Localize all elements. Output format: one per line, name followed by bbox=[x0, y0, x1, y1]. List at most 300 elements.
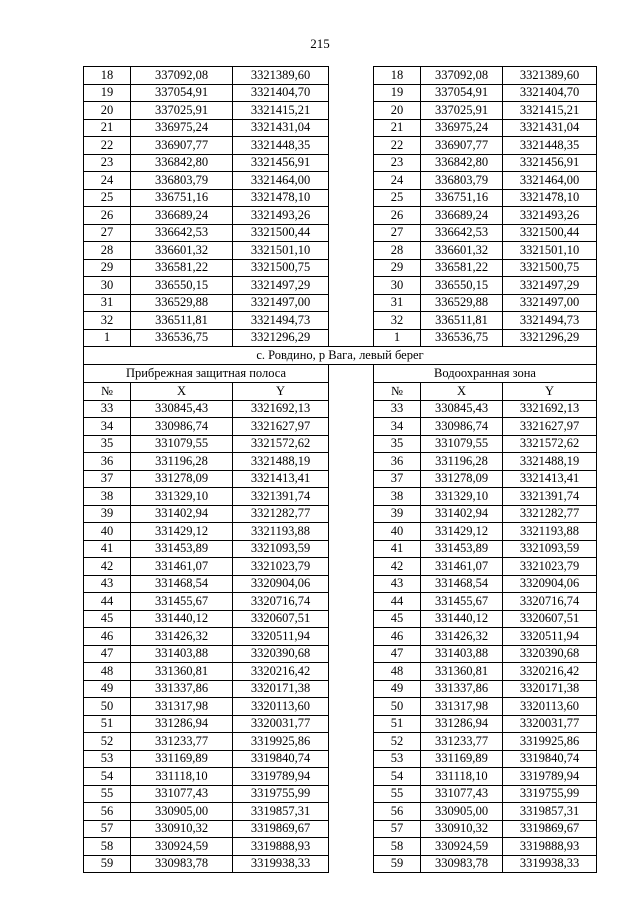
left-x-coordinate: 330910,32 bbox=[131, 820, 233, 838]
table-row bbox=[84, 820, 597, 838]
right-x-coordinate: 331468,54 bbox=[421, 575, 503, 593]
left-y-coordinate: 3319888,93 bbox=[233, 838, 329, 856]
right-x-coordinate: 336642,53 bbox=[421, 224, 503, 242]
table-row bbox=[84, 610, 597, 628]
table-section-header bbox=[84, 347, 597, 401]
left-point-number: 47 bbox=[84, 645, 131, 663]
right-point-number: 57 bbox=[374, 820, 421, 838]
coordinates-table bbox=[83, 66, 597, 873]
right-x-coordinate: 331402,94 bbox=[421, 505, 503, 523]
right-y-coordinate: 3321493,26 bbox=[503, 207, 597, 225]
right-x-coordinate: 330910,32 bbox=[421, 820, 503, 838]
right-y-coordinate: 3320171,38 bbox=[503, 680, 597, 698]
column-gap bbox=[329, 435, 374, 453]
left-point-number: 22 bbox=[84, 137, 131, 155]
left-x-coordinate: 330845,43 bbox=[131, 400, 233, 418]
table-row bbox=[84, 768, 597, 786]
table-row bbox=[84, 715, 597, 733]
right-x-coordinate: 336689,24 bbox=[421, 207, 503, 225]
right-point-number: 45 bbox=[374, 610, 421, 628]
right-x-coordinate: 337025,91 bbox=[421, 102, 503, 120]
left-x-coordinate: 331426,32 bbox=[131, 628, 233, 646]
left-point-number: 26 bbox=[84, 207, 131, 225]
header-x-right: X bbox=[421, 383, 503, 401]
right-point-number: 24 bbox=[374, 172, 421, 190]
left-x-coordinate: 336536,75 bbox=[131, 329, 233, 347]
table-row bbox=[84, 680, 597, 698]
left-x-coordinate: 331077,43 bbox=[131, 785, 233, 803]
left-x-coordinate: 336511,81 bbox=[131, 312, 233, 330]
right-x-coordinate: 331453,89 bbox=[421, 540, 503, 558]
left-point-number: 51 bbox=[84, 715, 131, 733]
right-point-number: 44 bbox=[374, 593, 421, 611]
left-point-number: 57 bbox=[84, 820, 131, 838]
right-x-coordinate: 336581,22 bbox=[421, 259, 503, 277]
column-gap bbox=[329, 294, 374, 312]
left-x-coordinate: 331403,88 bbox=[131, 645, 233, 663]
left-x-coordinate: 330905,00 bbox=[131, 803, 233, 821]
left-section-title: Прибрежная защитная полоса bbox=[84, 365, 329, 383]
right-y-coordinate: 3320113,60 bbox=[503, 698, 597, 716]
column-gap bbox=[329, 680, 374, 698]
right-section-title: Водоохранная зона bbox=[374, 365, 597, 383]
left-x-coordinate: 331317,98 bbox=[131, 698, 233, 716]
right-x-coordinate: 336975,24 bbox=[421, 119, 503, 137]
right-x-coordinate: 331118,10 bbox=[421, 768, 503, 786]
right-point-number: 55 bbox=[374, 785, 421, 803]
right-x-coordinate: 336907,77 bbox=[421, 137, 503, 155]
left-point-number: 55 bbox=[84, 785, 131, 803]
column-gap bbox=[329, 453, 374, 471]
left-point-number: 34 bbox=[84, 418, 131, 436]
table-row bbox=[84, 785, 597, 803]
table-row bbox=[84, 838, 597, 856]
table-row bbox=[84, 102, 597, 120]
column-gap bbox=[329, 523, 374, 541]
left-y-coordinate: 3321296,29 bbox=[233, 329, 329, 347]
column-gap bbox=[329, 277, 374, 295]
right-x-coordinate: 331429,12 bbox=[421, 523, 503, 541]
right-point-number: 54 bbox=[374, 768, 421, 786]
right-x-coordinate: 331461,07 bbox=[421, 558, 503, 576]
column-gap bbox=[329, 663, 374, 681]
right-y-coordinate: 3321497,29 bbox=[503, 277, 597, 295]
table-row bbox=[84, 418, 597, 436]
column-gap bbox=[329, 540, 374, 558]
right-x-coordinate: 331077,43 bbox=[421, 785, 503, 803]
left-x-coordinate: 331468,54 bbox=[131, 575, 233, 593]
left-x-coordinate: 331440,12 bbox=[131, 610, 233, 628]
right-y-coordinate: 3320716,74 bbox=[503, 593, 597, 611]
left-x-coordinate: 331337,86 bbox=[131, 680, 233, 698]
left-x-coordinate: 336975,24 bbox=[131, 119, 233, 137]
right-point-number: 39 bbox=[374, 505, 421, 523]
left-y-coordinate: 3321389,60 bbox=[233, 67, 329, 85]
table-row bbox=[84, 540, 597, 558]
right-point-number: 28 bbox=[374, 242, 421, 260]
left-x-coordinate: 331429,12 bbox=[131, 523, 233, 541]
column-gap bbox=[329, 189, 374, 207]
right-x-coordinate: 336751,16 bbox=[421, 189, 503, 207]
left-point-number: 58 bbox=[84, 838, 131, 856]
left-y-coordinate: 3319925,86 bbox=[233, 733, 329, 751]
left-point-number: 1 bbox=[84, 329, 131, 347]
table-row bbox=[84, 470, 597, 488]
right-point-number: 38 bbox=[374, 488, 421, 506]
table-body-bottom bbox=[84, 400, 597, 873]
right-x-coordinate: 336536,75 bbox=[421, 329, 503, 347]
table-row bbox=[84, 189, 597, 207]
table-row bbox=[84, 172, 597, 190]
right-x-coordinate: 336511,81 bbox=[421, 312, 503, 330]
right-x-coordinate: 330905,00 bbox=[421, 803, 503, 821]
table-row bbox=[84, 400, 597, 418]
left-y-coordinate: 3319938,33 bbox=[233, 855, 329, 873]
right-point-number: 25 bbox=[374, 189, 421, 207]
right-x-coordinate: 331440,12 bbox=[421, 610, 503, 628]
right-y-coordinate: 3321501,10 bbox=[503, 242, 597, 260]
right-point-number: 47 bbox=[374, 645, 421, 663]
left-y-coordinate: 3320171,38 bbox=[233, 680, 329, 698]
right-x-coordinate: 331329,10 bbox=[421, 488, 503, 506]
left-y-coordinate: 3321093,59 bbox=[233, 540, 329, 558]
table-row bbox=[84, 558, 597, 576]
left-y-coordinate: 3320904,06 bbox=[233, 575, 329, 593]
right-point-number: 26 bbox=[374, 207, 421, 225]
right-x-coordinate: 337054,91 bbox=[421, 84, 503, 102]
left-point-number: 56 bbox=[84, 803, 131, 821]
left-point-number: 45 bbox=[84, 610, 131, 628]
left-point-number: 54 bbox=[84, 768, 131, 786]
left-x-coordinate: 336689,24 bbox=[131, 207, 233, 225]
column-gap bbox=[329, 593, 374, 611]
table-row bbox=[84, 453, 597, 471]
right-y-coordinate: 3319888,93 bbox=[503, 838, 597, 856]
right-x-coordinate: 331403,88 bbox=[421, 645, 503, 663]
column-gap bbox=[329, 750, 374, 768]
right-y-coordinate: 3319925,86 bbox=[503, 733, 597, 751]
table-row bbox=[84, 329, 597, 347]
right-point-number: 18 bbox=[374, 67, 421, 85]
left-x-coordinate: 330924,59 bbox=[131, 838, 233, 856]
left-y-coordinate: 3321456,91 bbox=[233, 154, 329, 172]
right-y-coordinate: 3321500,75 bbox=[503, 259, 597, 277]
right-point-number: 31 bbox=[374, 294, 421, 312]
right-x-coordinate: 331455,67 bbox=[421, 593, 503, 611]
right-point-number: 23 bbox=[374, 154, 421, 172]
right-y-coordinate: 3319857,31 bbox=[503, 803, 597, 821]
table-row bbox=[84, 84, 597, 102]
column-gap bbox=[329, 733, 374, 751]
column-gap bbox=[329, 154, 374, 172]
right-y-coordinate: 3319755,99 bbox=[503, 785, 597, 803]
right-x-coordinate: 330924,59 bbox=[421, 838, 503, 856]
left-y-coordinate: 3320607,51 bbox=[233, 610, 329, 628]
left-point-number: 19 bbox=[84, 84, 131, 102]
left-x-coordinate: 330986,74 bbox=[131, 418, 233, 436]
right-y-coordinate: 3321488,19 bbox=[503, 453, 597, 471]
right-point-number: 42 bbox=[374, 558, 421, 576]
left-point-number: 44 bbox=[84, 593, 131, 611]
left-point-number: 46 bbox=[84, 628, 131, 646]
column-gap bbox=[329, 383, 374, 401]
left-x-coordinate: 331453,89 bbox=[131, 540, 233, 558]
right-y-coordinate: 3321692,13 bbox=[503, 400, 597, 418]
column-gap bbox=[329, 610, 374, 628]
table-row bbox=[84, 575, 597, 593]
column-gap bbox=[329, 329, 374, 347]
left-y-coordinate: 3320031,77 bbox=[233, 715, 329, 733]
table-row bbox=[84, 242, 597, 260]
right-point-number: 51 bbox=[374, 715, 421, 733]
right-x-coordinate: 331079,55 bbox=[421, 435, 503, 453]
right-point-number: 46 bbox=[374, 628, 421, 646]
left-y-coordinate: 3321193,88 bbox=[233, 523, 329, 541]
right-y-coordinate: 3321296,29 bbox=[503, 329, 597, 347]
column-gap bbox=[329, 400, 374, 418]
left-x-coordinate: 331118,10 bbox=[131, 768, 233, 786]
right-point-number: 35 bbox=[374, 435, 421, 453]
left-point-number: 27 bbox=[84, 224, 131, 242]
left-y-coordinate: 3321572,62 bbox=[233, 435, 329, 453]
table-body-top bbox=[84, 67, 597, 347]
right-x-coordinate: 331426,32 bbox=[421, 628, 503, 646]
left-y-coordinate: 3321478,10 bbox=[233, 189, 329, 207]
left-y-coordinate: 3321497,29 bbox=[233, 277, 329, 295]
left-y-coordinate: 3319789,94 bbox=[233, 768, 329, 786]
header-x-left: X bbox=[131, 383, 233, 401]
table-row bbox=[84, 750, 597, 768]
left-x-coordinate: 337025,91 bbox=[131, 102, 233, 120]
left-point-number: 43 bbox=[84, 575, 131, 593]
left-x-coordinate: 337054,91 bbox=[131, 84, 233, 102]
left-x-coordinate: 336581,22 bbox=[131, 259, 233, 277]
right-point-number: 1 bbox=[374, 329, 421, 347]
left-y-coordinate: 3319857,31 bbox=[233, 803, 329, 821]
right-point-number: 19 bbox=[374, 84, 421, 102]
column-gap bbox=[329, 365, 374, 383]
table-row bbox=[84, 224, 597, 242]
right-y-coordinate: 3321497,00 bbox=[503, 294, 597, 312]
right-point-number: 58 bbox=[374, 838, 421, 856]
left-y-coordinate: 3319840,74 bbox=[233, 750, 329, 768]
left-x-coordinate: 336642,53 bbox=[131, 224, 233, 242]
column-gap bbox=[329, 803, 374, 821]
left-point-number: 24 bbox=[84, 172, 131, 190]
left-y-coordinate: 3321501,10 bbox=[233, 242, 329, 260]
left-y-coordinate: 3320113,60 bbox=[233, 698, 329, 716]
right-point-number: 56 bbox=[374, 803, 421, 821]
right-point-number: 49 bbox=[374, 680, 421, 698]
table-row bbox=[84, 259, 597, 277]
right-x-coordinate: 336842,80 bbox=[421, 154, 503, 172]
left-x-coordinate: 336529,88 bbox=[131, 294, 233, 312]
right-x-coordinate: 331286,94 bbox=[421, 715, 503, 733]
left-x-coordinate: 331455,67 bbox=[131, 593, 233, 611]
right-point-number: 40 bbox=[374, 523, 421, 541]
column-gap bbox=[329, 820, 374, 838]
column-gap bbox=[329, 575, 374, 593]
right-x-coordinate: 331169,89 bbox=[421, 750, 503, 768]
right-y-coordinate: 3319938,33 bbox=[503, 855, 597, 873]
table-row bbox=[84, 488, 597, 506]
table-row bbox=[84, 523, 597, 541]
table-row bbox=[84, 628, 597, 646]
left-point-number: 52 bbox=[84, 733, 131, 751]
right-y-coordinate: 3320904,06 bbox=[503, 575, 597, 593]
column-gap bbox=[329, 628, 374, 646]
table-row bbox=[84, 119, 597, 137]
table-row bbox=[84, 698, 597, 716]
right-point-number: 59 bbox=[374, 855, 421, 873]
left-point-number: 20 bbox=[84, 102, 131, 120]
right-x-coordinate: 331360,81 bbox=[421, 663, 503, 681]
left-y-coordinate: 3321023,79 bbox=[233, 558, 329, 576]
right-y-coordinate: 3321627,97 bbox=[503, 418, 597, 436]
left-y-coordinate: 3321282,77 bbox=[233, 505, 329, 523]
left-point-number: 59 bbox=[84, 855, 131, 873]
right-point-number: 37 bbox=[374, 470, 421, 488]
right-y-coordinate: 3321093,59 bbox=[503, 540, 597, 558]
table-row bbox=[84, 207, 597, 225]
right-y-coordinate: 3321193,88 bbox=[503, 523, 597, 541]
left-x-coordinate: 336751,16 bbox=[131, 189, 233, 207]
column-gap bbox=[329, 259, 374, 277]
table-row bbox=[84, 663, 597, 681]
column-gap bbox=[329, 207, 374, 225]
right-y-coordinate: 3319789,94 bbox=[503, 768, 597, 786]
right-y-coordinate: 3319869,67 bbox=[503, 820, 597, 838]
table-row bbox=[84, 154, 597, 172]
header-y-left: Y bbox=[233, 383, 329, 401]
column-gap bbox=[329, 488, 374, 506]
left-x-coordinate: 331402,94 bbox=[131, 505, 233, 523]
left-y-coordinate: 3321448,35 bbox=[233, 137, 329, 155]
right-y-coordinate: 3321023,79 bbox=[503, 558, 597, 576]
table-row bbox=[84, 435, 597, 453]
table-row bbox=[84, 645, 597, 663]
left-point-number: 39 bbox=[84, 505, 131, 523]
right-x-coordinate: 336601,32 bbox=[421, 242, 503, 260]
right-point-number: 20 bbox=[374, 102, 421, 120]
left-point-number: 31 bbox=[84, 294, 131, 312]
left-x-coordinate: 330983,78 bbox=[131, 855, 233, 873]
left-x-coordinate: 331196,28 bbox=[131, 453, 233, 471]
header-y-right: Y bbox=[503, 383, 597, 401]
column-gap bbox=[329, 645, 374, 663]
left-x-coordinate: 331461,07 bbox=[131, 558, 233, 576]
column-gap bbox=[329, 505, 374, 523]
right-x-coordinate: 331278,09 bbox=[421, 470, 503, 488]
left-point-number: 33 bbox=[84, 400, 131, 418]
left-x-coordinate: 331286,94 bbox=[131, 715, 233, 733]
column-gap bbox=[329, 224, 374, 242]
left-point-number: 30 bbox=[84, 277, 131, 295]
left-y-coordinate: 3321413,41 bbox=[233, 470, 329, 488]
column-gap bbox=[329, 470, 374, 488]
table-row bbox=[84, 593, 597, 611]
left-y-coordinate: 3319755,99 bbox=[233, 785, 329, 803]
left-point-number: 29 bbox=[84, 259, 131, 277]
left-point-number: 28 bbox=[84, 242, 131, 260]
column-gap bbox=[329, 137, 374, 155]
left-point-number: 41 bbox=[84, 540, 131, 558]
column-gap bbox=[329, 558, 374, 576]
right-y-coordinate: 3320390,68 bbox=[503, 645, 597, 663]
right-y-coordinate: 3321464,00 bbox=[503, 172, 597, 190]
left-x-coordinate: 331233,77 bbox=[131, 733, 233, 751]
right-y-coordinate: 3321391,74 bbox=[503, 488, 597, 506]
left-y-coordinate: 3321493,26 bbox=[233, 207, 329, 225]
right-y-coordinate: 3321389,60 bbox=[503, 67, 597, 85]
left-point-number: 32 bbox=[84, 312, 131, 330]
right-y-coordinate: 3320607,51 bbox=[503, 610, 597, 628]
right-point-number: 34 bbox=[374, 418, 421, 436]
right-x-coordinate: 331317,98 bbox=[421, 698, 503, 716]
column-gap bbox=[329, 312, 374, 330]
right-x-coordinate: 331233,77 bbox=[421, 733, 503, 751]
right-y-coordinate: 3320031,77 bbox=[503, 715, 597, 733]
header-num-left: № bbox=[84, 383, 131, 401]
left-point-number: 25 bbox=[84, 189, 131, 207]
right-x-coordinate: 337092,08 bbox=[421, 67, 503, 85]
left-y-coordinate: 3321391,74 bbox=[233, 488, 329, 506]
right-y-coordinate: 3321413,41 bbox=[503, 470, 597, 488]
right-point-number: 30 bbox=[374, 277, 421, 295]
left-y-coordinate: 3319869,67 bbox=[233, 820, 329, 838]
left-y-coordinate: 3320511,94 bbox=[233, 628, 329, 646]
right-y-coordinate: 3321431,04 bbox=[503, 119, 597, 137]
left-point-number: 37 bbox=[84, 470, 131, 488]
right-y-coordinate: 3321456,91 bbox=[503, 154, 597, 172]
right-point-number: 41 bbox=[374, 540, 421, 558]
left-x-coordinate: 331329,10 bbox=[131, 488, 233, 506]
table-row bbox=[84, 505, 597, 523]
right-y-coordinate: 3321500,44 bbox=[503, 224, 597, 242]
left-y-coordinate: 3320390,68 bbox=[233, 645, 329, 663]
left-point-number: 35 bbox=[84, 435, 131, 453]
right-point-number: 50 bbox=[374, 698, 421, 716]
right-point-number: 52 bbox=[374, 733, 421, 751]
left-point-number: 23 bbox=[84, 154, 131, 172]
right-point-number: 53 bbox=[374, 750, 421, 768]
right-point-number: 29 bbox=[374, 259, 421, 277]
right-y-coordinate: 3320511,94 bbox=[503, 628, 597, 646]
column-gap bbox=[329, 715, 374, 733]
column-gap bbox=[329, 418, 374, 436]
left-y-coordinate: 3321692,13 bbox=[233, 400, 329, 418]
left-point-number: 18 bbox=[84, 67, 131, 85]
table-row bbox=[84, 277, 597, 295]
left-x-coordinate: 331169,89 bbox=[131, 750, 233, 768]
right-y-coordinate: 3321448,35 bbox=[503, 137, 597, 155]
right-point-number: 21 bbox=[374, 119, 421, 137]
right-y-coordinate: 3321404,70 bbox=[503, 84, 597, 102]
left-point-number: 40 bbox=[84, 523, 131, 541]
left-x-coordinate: 331079,55 bbox=[131, 435, 233, 453]
right-y-coordinate: 3320216,42 bbox=[503, 663, 597, 681]
column-gap bbox=[329, 84, 374, 102]
left-x-coordinate: 336907,77 bbox=[131, 137, 233, 155]
header-num-right: № bbox=[374, 383, 421, 401]
right-x-coordinate: 331196,28 bbox=[421, 453, 503, 471]
right-x-coordinate: 336803,79 bbox=[421, 172, 503, 190]
left-point-number: 50 bbox=[84, 698, 131, 716]
table-row bbox=[84, 294, 597, 312]
column-gap bbox=[329, 855, 374, 873]
right-x-coordinate: 336529,88 bbox=[421, 294, 503, 312]
right-point-number: 36 bbox=[374, 453, 421, 471]
